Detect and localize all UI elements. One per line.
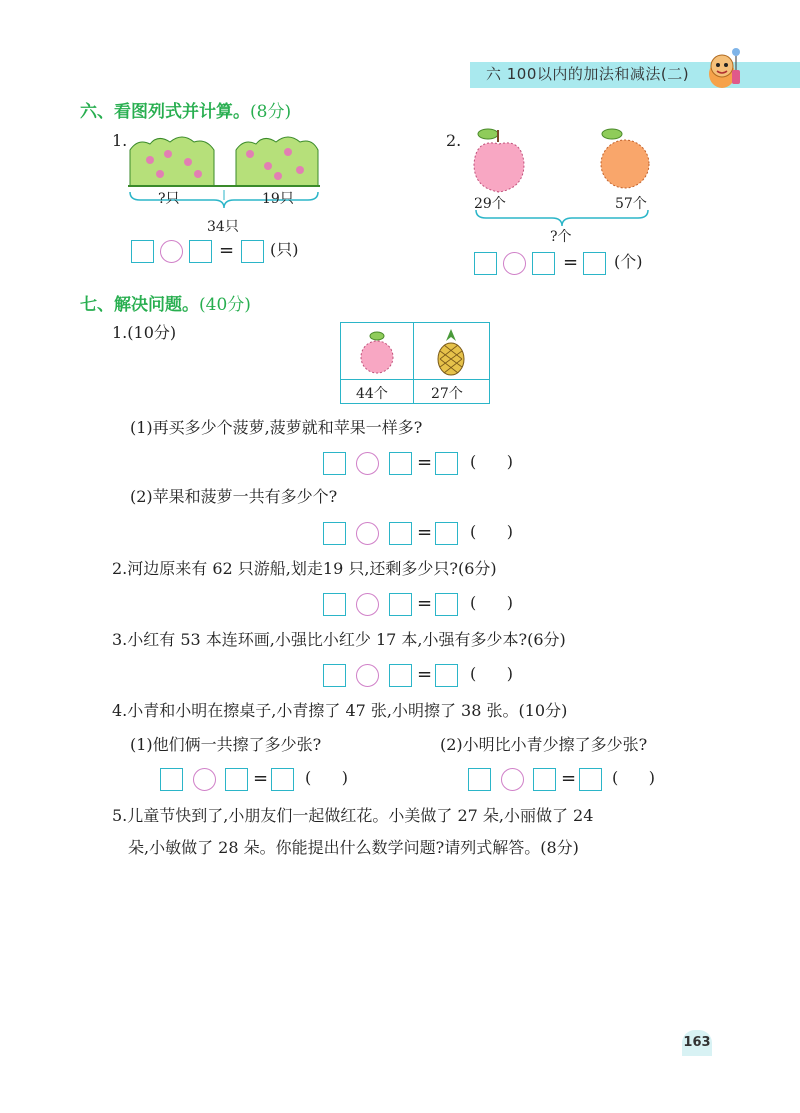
q7-1-sub1: (1)再买多少个菠萝,菠萝就和苹果一样多?: [130, 418, 423, 437]
equals-sign: =: [253, 768, 269, 789]
q7-1-unit-1: ( ): [470, 452, 513, 471]
q6-1-total: 34只: [207, 219, 239, 235]
q7-1-unit-2: ( ): [470, 522, 513, 541]
q7-3-unit: ( ): [470, 664, 513, 683]
operator-circle[interactable]: [356, 664, 379, 687]
answer-box[interactable]: [323, 522, 346, 545]
birds-on-bushes-picture: [128, 130, 320, 188]
q6-2-label-right: 57个: [615, 196, 647, 212]
q6-2-unit: (个): [614, 252, 643, 271]
operator-circle[interactable]: [501, 768, 524, 791]
q7-4-unit-1: ( ): [305, 768, 348, 787]
answer-box[interactable]: [271, 768, 294, 791]
pineapple-count: 27个: [431, 386, 463, 402]
operator-circle[interactable]: [356, 593, 379, 616]
page-number: 163: [682, 1030, 712, 1056]
operator-circle[interactable]: [356, 452, 379, 475]
operator-circle[interactable]: [503, 252, 526, 275]
pineapple-icon: [433, 327, 469, 377]
q7-5-line1: 5.儿童节快到了,小朋友们一起做红花。小美做了 27 朵,小丽做了 24: [112, 806, 594, 825]
q7-3-text: 3.小红有 53 本连环画,小强比小红少 17 本,小强有多少本?(6分): [112, 630, 566, 649]
answer-box[interactable]: [323, 593, 346, 616]
section-6-title: 六、看图列式并计算。(8分): [80, 102, 292, 122]
q7-2-unit: ( ): [470, 593, 513, 612]
q6-2-number: 2.: [446, 131, 462, 150]
q7-4-unit-2: ( ): [612, 768, 655, 787]
answer-box[interactable]: [389, 522, 412, 545]
operator-circle[interactable]: [160, 240, 183, 263]
apple-icon: [468, 126, 530, 196]
operator-circle[interactable]: [193, 768, 216, 791]
answer-box[interactable]: [389, 593, 412, 616]
equals-sign: =: [417, 522, 433, 543]
q6-1-number: 1.: [112, 131, 128, 150]
answer-box[interactable]: [241, 240, 264, 263]
q6-1-label-right: 19只: [262, 191, 294, 207]
q7-4-sub1: (1)他们俩一共擦了多少张?: [130, 735, 322, 754]
q6-1-label-left: ?只: [158, 191, 180, 207]
answer-box[interactable]: [468, 768, 491, 791]
answer-box[interactable]: [323, 452, 346, 475]
q6-2-label-left: 29个: [474, 196, 506, 212]
q7-2-text: 2.河边原来有 62 只游船,划走19 只,还剩多少只?(6分): [112, 559, 497, 578]
q7-1-sub2: (2)苹果和菠萝一共有多少个?: [130, 487, 338, 506]
answer-box[interactable]: [532, 252, 555, 275]
equals-sign: =: [417, 664, 433, 685]
answer-box[interactable]: [579, 768, 602, 791]
answer-box[interactable]: [323, 664, 346, 687]
q6-2-total: ?个: [550, 229, 572, 245]
answer-box[interactable]: [533, 768, 556, 791]
q7-1-number: 1.(10分): [112, 323, 177, 342]
answer-box[interactable]: [435, 452, 458, 475]
mascot-icon: [700, 44, 748, 92]
equals-sign: =: [563, 252, 579, 273]
answer-box[interactable]: [131, 240, 154, 263]
equals-sign: =: [417, 593, 433, 614]
chapter-header-title: 六 100以内的加法和减法(二): [486, 65, 690, 83]
apple-icon: [355, 329, 399, 375]
apple-count: 44个: [356, 386, 388, 402]
answer-box[interactable]: [189, 240, 212, 263]
answer-box[interactable]: [435, 664, 458, 687]
operator-circle[interactable]: [356, 522, 379, 545]
equals-sign: =: [561, 768, 577, 789]
q7-5-line2: 朵,小敏做了 28 朵。你能提出什么数学问题?请列式解答。(8分): [128, 838, 579, 857]
equals-sign: =: [417, 452, 433, 473]
fruit-count-table: [340, 322, 490, 404]
answer-box[interactable]: [435, 522, 458, 545]
section-7-title: 七、解决问题。(40分): [80, 295, 251, 315]
answer-box[interactable]: [389, 452, 412, 475]
orange-icon: [598, 126, 654, 192]
q6-1-unit: (只): [270, 240, 299, 259]
answer-box[interactable]: [583, 252, 606, 275]
answer-box[interactable]: [389, 664, 412, 687]
answer-box[interactable]: [225, 768, 248, 791]
q7-4-sub2: (2)小明比小青少擦了多少张?: [440, 735, 648, 754]
answer-box[interactable]: [160, 768, 183, 791]
q7-4-text: 4.小青和小明在擦桌子,小青擦了 47 张,小明擦了 38 张。(10分): [112, 701, 568, 720]
equals-sign: =: [219, 240, 235, 261]
answer-box[interactable]: [435, 593, 458, 616]
answer-box[interactable]: [474, 252, 497, 275]
